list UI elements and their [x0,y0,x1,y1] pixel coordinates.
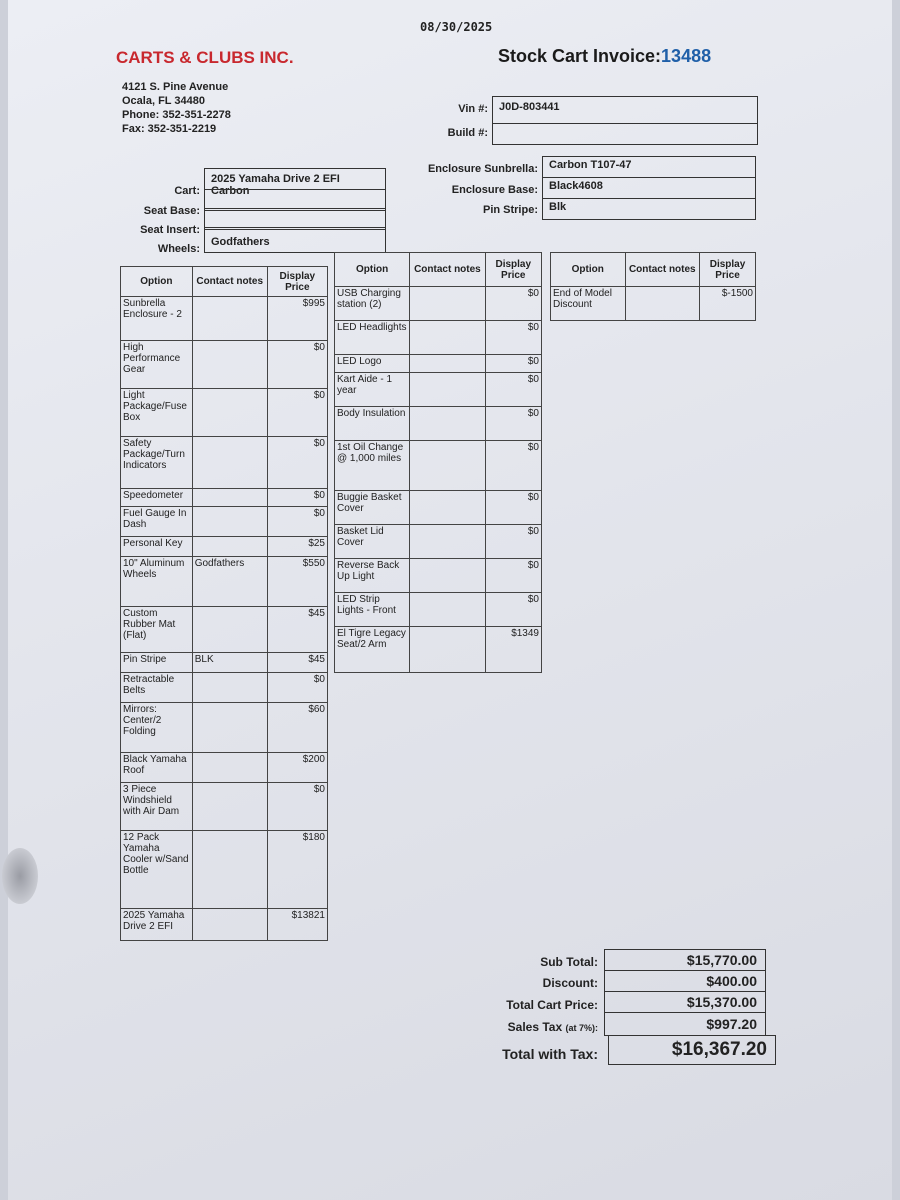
notes-cell: Godfathers [192,557,267,607]
table-row [335,525,542,559]
notes-cell [410,355,485,373]
sales-tax-note: (at 7%): [565,1023,598,1033]
option-cell: LED Headlights [335,321,410,355]
enclosure-sunbrella-field: Carbon T107-47 [542,156,756,178]
notes-cell [410,407,485,441]
table-row [121,783,328,831]
cart-price-value: $15,370.00 [604,991,766,1013]
invoice-title-label: Stock Cart Invoice: [498,46,662,66]
options-table-1 [120,266,328,941]
price-cell: $-1500 [700,287,756,321]
table-row [335,441,542,491]
notes-cell [192,607,267,653]
notes-cell [192,489,267,507]
notes-cell [410,627,485,673]
option-cell: Fuel Gauge In Dash [121,507,193,537]
option-cell: Basket Lid Cover [335,525,410,559]
option-cell: High Performance Gear [121,341,193,389]
option-cell: Pin Stripe [121,653,193,673]
notes-cell [192,389,267,437]
enclosure-base-label: Enclosure Base: [451,184,538,196]
table-row [335,287,542,321]
notes-cell [410,559,485,593]
price-cell: $0 [485,407,541,441]
table-row [121,909,328,941]
cart-price-label: Total Cart Price: [506,998,598,1012]
notes-cell [192,437,267,489]
notes-cell [410,321,485,355]
table-row [121,831,328,909]
notes-cell [410,593,485,627]
option-header: Option [335,253,410,287]
phone-line: Phone: 352-351-2278 [122,109,231,121]
vin-label: Vin #: [458,103,488,115]
enclosure-base-field: Black4608 [542,177,756,199]
price-header: Display Price [700,253,756,287]
option-cell: Light Package/Fuse Box [121,389,193,437]
price-cell: $200 [267,753,327,783]
fax-line: Fax: 352-351-2219 [122,123,217,135]
table-row [121,607,328,653]
table-row [121,507,328,537]
price-cell: $45 [267,653,327,673]
notes-header: Contact notes [192,267,267,297]
notes-header: Contact notes [625,253,700,287]
option-header: Option [551,253,626,287]
price-cell: $0 [267,437,327,489]
options-table-2 [334,252,542,673]
price-cell: $1349 [485,627,541,673]
price-cell: $995 [267,297,327,341]
notes-cell [410,287,485,321]
option-cell: 10" Aluminum Wheels [121,557,193,607]
table-row [335,559,542,593]
notes-cell [192,783,267,831]
price-cell: $45 [267,607,327,653]
price-cell: $60 [267,703,327,753]
option-cell: Personal Key [121,537,193,557]
option-cell: USB Charging station (2) [335,287,410,321]
price-cell: $0 [485,441,541,491]
option-cell: Sunbrella Enclosure - 2 [121,297,193,341]
build-field [492,123,758,145]
discount-label: Discount: [542,976,598,990]
notes-cell [410,491,485,525]
table-row [121,673,328,703]
option-cell: 12 Pack Yamaha Cooler w/Sand Bottle [121,831,193,909]
option-cell: Mirrors: Center/2 Folding [121,703,193,753]
table-row [335,355,542,373]
option-cell: LED Strip Lights - Front [335,593,410,627]
option-cell: Safety Package/Turn Indicators [121,437,193,489]
price-cell: $0 [485,525,541,559]
sales-tax-label [448,1020,598,1034]
price-cell: $0 [485,287,541,321]
price-cell: $25 [267,537,327,557]
address-line: 4121 S. Pine Avenue [122,81,229,93]
price-cell: $0 [267,489,327,507]
notes-cell [192,297,267,341]
company-address [122,80,231,136]
vin-field: J0D-803441 [492,96,758,124]
price-cell: $0 [485,355,541,373]
wheels-label: Wheels: [157,243,200,255]
notes-cell [192,831,267,909]
table-row [335,627,542,673]
option-cell: Body Insulation [335,407,410,441]
price-cell: $0 [485,491,541,525]
pin-stripe-field: Blk [542,198,756,220]
hole-punch-shadow [2,848,38,904]
company-name: CARTS & CLUBS INC. [116,48,294,67]
option-cell: 1st Oil Change @ 1,000 miles [335,441,410,491]
option-cell: 3 Piece Windshield with Air Dam [121,783,193,831]
notes-cell [192,909,267,941]
notes-cell [192,673,267,703]
invoice-date: 08/30/2025 [420,20,493,34]
option-cell: El Tigre Legacy Seat/2 Arm [335,627,410,673]
price-header: Display Price [267,267,327,297]
build-label: Build #: [447,127,488,139]
option-cell: Reverse Back Up Light [335,559,410,593]
table-row [335,593,542,627]
notes-cell [192,537,267,557]
option-cell: LED Logo [335,355,410,373]
seat-insert-label: Seat Insert: [140,224,200,236]
notes-cell [410,373,485,407]
total-value: $16,367.20 [608,1035,776,1065]
notes-cell [625,287,700,321]
option-cell: Kart Aide - 1 year [335,373,410,407]
price-cell: $0 [267,341,327,389]
sales-tax-text: Sales Tax [507,1020,563,1034]
option-cell: Buggie Basket Cover [335,491,410,525]
invoice-paper [8,0,892,1200]
table-row [121,297,328,341]
wheels-field: Godfathers [204,227,386,253]
price-cell: $0 [485,321,541,355]
option-cell: Black Yamaha Roof [121,753,193,783]
price-cell: $550 [267,557,327,607]
table-row [335,321,542,355]
table-row [121,557,328,607]
option-cell: Speedometer [121,489,193,507]
notes-cell: BLK [192,653,267,673]
notes-cell [192,507,267,537]
price-cell: $0 [485,373,541,407]
price-cell: $0 [267,389,327,437]
price-cell: $0 [485,559,541,593]
table-row [335,407,542,441]
seat-base-label: Seat Base: [143,205,200,217]
sales-tax-value: $997.20 [604,1012,766,1036]
price-header: Display Price [485,253,541,287]
city-line: Ocala, FL 34480 [122,95,205,107]
invoice-number: 13488 [661,46,712,66]
option-header: Option [121,267,193,297]
table-row [551,287,756,321]
table-row [121,437,328,489]
invoice-title [498,46,711,67]
subtotal-value: $15,770.00 [604,949,766,971]
notes-cell [410,525,485,559]
subtotal-label: Sub Total: [540,955,598,969]
table-row [121,653,328,673]
option-cell: Custom Rubber Mat (Flat) [121,607,193,653]
price-cell: $180 [267,831,327,909]
cart-label: Cart: [174,185,200,197]
notes-header: Contact notes [410,253,485,287]
option-cell: End of Model Discount [551,287,626,321]
table-row [335,491,542,525]
cart-field: 2025 Yamaha Drive 2 EFI Carbon [204,168,386,190]
table-row [121,489,328,507]
price-cell: $13821 [267,909,327,941]
table-row [121,341,328,389]
discount-value: $400.00 [604,970,766,992]
price-cell: $0 [267,507,327,537]
notes-cell [192,753,267,783]
price-cell: $0 [267,673,327,703]
option-cell: 2025 Yamaha Drive 2 EFI [121,909,193,941]
option-cell: Retractable Belts [121,673,193,703]
price-cell: $0 [485,593,541,627]
pin-stripe-label: Pin Stripe: [482,204,538,216]
table-row [121,703,328,753]
price-cell: $0 [267,783,327,831]
table-row [121,389,328,437]
enclosure-sunbrella-label: Enclosure Sunbrella: [427,163,538,175]
table-row [335,373,542,407]
options-table-3 [550,252,756,321]
table-row [121,537,328,557]
notes-cell [410,441,485,491]
table-row [121,753,328,783]
notes-cell [192,341,267,389]
total-label: Total with Tax: [502,1046,598,1062]
notes-cell [192,703,267,753]
